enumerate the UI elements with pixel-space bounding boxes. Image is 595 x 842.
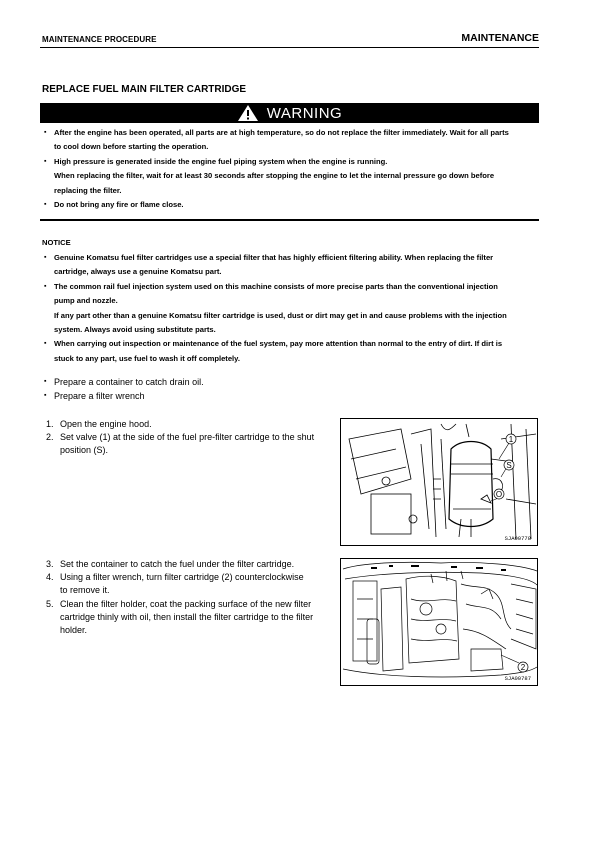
preparation-item: ▪ Prepare a filter wrench	[44, 389, 204, 403]
procedure-steps-2	[46, 558, 334, 637]
warning-list	[44, 126, 540, 212]
procedure-step	[46, 598, 334, 638]
notice-item	[44, 337, 540, 366]
step-text: to remove it.	[60, 585, 110, 596]
warning-line: replacing the filter.	[54, 185, 122, 195]
figure-main-filter	[340, 558, 538, 686]
step-number: 5.	[46, 598, 54, 609]
warning-label: WARNING	[266, 104, 343, 122]
step-text: holder.	[60, 625, 88, 636]
step-text: cartridge thinly with oil, then install the filter cartridge to the filter	[60, 611, 314, 622]
warning-line: ▪ High pressure is generated inside the engine fuel piping system when the engine is running.	[54, 156, 388, 166]
procedure-step	[46, 418, 334, 431]
callout-1-label: 1	[508, 435, 514, 444]
step-text: Set valve (1) at the side of the fuel pre-filter cartridge to the shut	[60, 432, 315, 443]
warning-line: When replacing the filter, wait for at least 30 seconds after stopping the engine to let the internal pressure go down before	[54, 171, 495, 181]
procedure-steps-1	[46, 418, 334, 458]
notice-line: cartridge, always use a genuine Komatsu part.	[54, 267, 222, 277]
warning-item	[44, 155, 540, 198]
step-number: 1.	[46, 419, 54, 429]
warning-triangle-icon	[237, 104, 259, 122]
section-title: REPLACE FUEL MAIN FILTER CARTRIDGE	[42, 84, 247, 95]
notice-item	[44, 280, 540, 338]
callout-s-label: S	[506, 461, 512, 470]
figure-prefilter-valve	[340, 418, 538, 546]
engine-bay-illustration	[341, 559, 538, 686]
notice-line: pump and nozzle.	[54, 296, 118, 306]
step-text: Set the container to catch the fuel under the filter cartridge.	[60, 559, 295, 569]
step-number: 3.	[46, 559, 54, 569]
callout-o-label: O	[495, 490, 503, 499]
warning-line: ▪ After the engine has been operated, all parts are at high temperature, so do not replace the filter immediately. Wait for all parts	[54, 128, 509, 137]
step-number: 2.	[46, 432, 54, 443]
notice-line: ▪ The common rail fuel injection system used on this machine consists of more precise parts than the conventional injection	[54, 281, 498, 291]
notice-line: ▪ Genuine Komatsu fuel filter cartridges use a special filter that has highly efficient filtering ability. When replacing the filter	[54, 253, 494, 262]
procedure-step	[46, 558, 334, 571]
running-header-left: MAINTENANCE PROCEDURE	[42, 35, 157, 44]
warning-item	[44, 198, 540, 212]
notice-heading: NOTICE	[42, 238, 71, 247]
running-header-right: MAINTENANCE	[461, 32, 539, 44]
warning-banner	[40, 103, 539, 123]
notice-item	[44, 251, 540, 280]
prefilter-illustration	[341, 419, 538, 546]
step-text: Clean the filter holder, coat the packing surface of the new filter	[60, 598, 312, 609]
notice-list	[44, 251, 540, 366]
warning-end-rule	[40, 219, 539, 221]
preparation-list	[44, 375, 204, 403]
header-rule	[40, 47, 539, 48]
step-text: position (S).	[60, 445, 109, 456]
step-number: 4.	[46, 572, 54, 583]
procedure-step	[46, 571, 334, 597]
notice-line: system. Always avoid using substitute parts.	[54, 325, 216, 335]
step-text: Using a filter wrench, turn filter cartridge (2) counterclockwise	[60, 572, 304, 583]
callout-2-label: 2	[520, 663, 526, 672]
step-text: Open the engine hood.	[60, 419, 152, 429]
preparation-item: ▪ Prepare a container to catch drain oil.	[44, 375, 204, 389]
figure-code: SJA00778	[504, 535, 531, 542]
procedure-step	[46, 431, 334, 457]
notice-line: ▪ When carrying out inspection or maintenance of the fuel system, pay more attention than normal to the entry of dirt. If dirt is	[54, 339, 503, 349]
notice-line: stuck to any part, use fuel to wash it off completely.	[54, 353, 240, 363]
warning-item	[44, 126, 540, 155]
warning-line: ▪ Do not bring any fire or flame close.	[54, 200, 184, 210]
warning-line: to cool down before starting the operation.	[54, 142, 209, 152]
figure-code: SJA00787	[504, 675, 531, 682]
notice-line: If any part other than a genuine Komatsu filter cartridge is used, dust or dirt may get in and cause problems with the injection	[54, 310, 507, 320]
